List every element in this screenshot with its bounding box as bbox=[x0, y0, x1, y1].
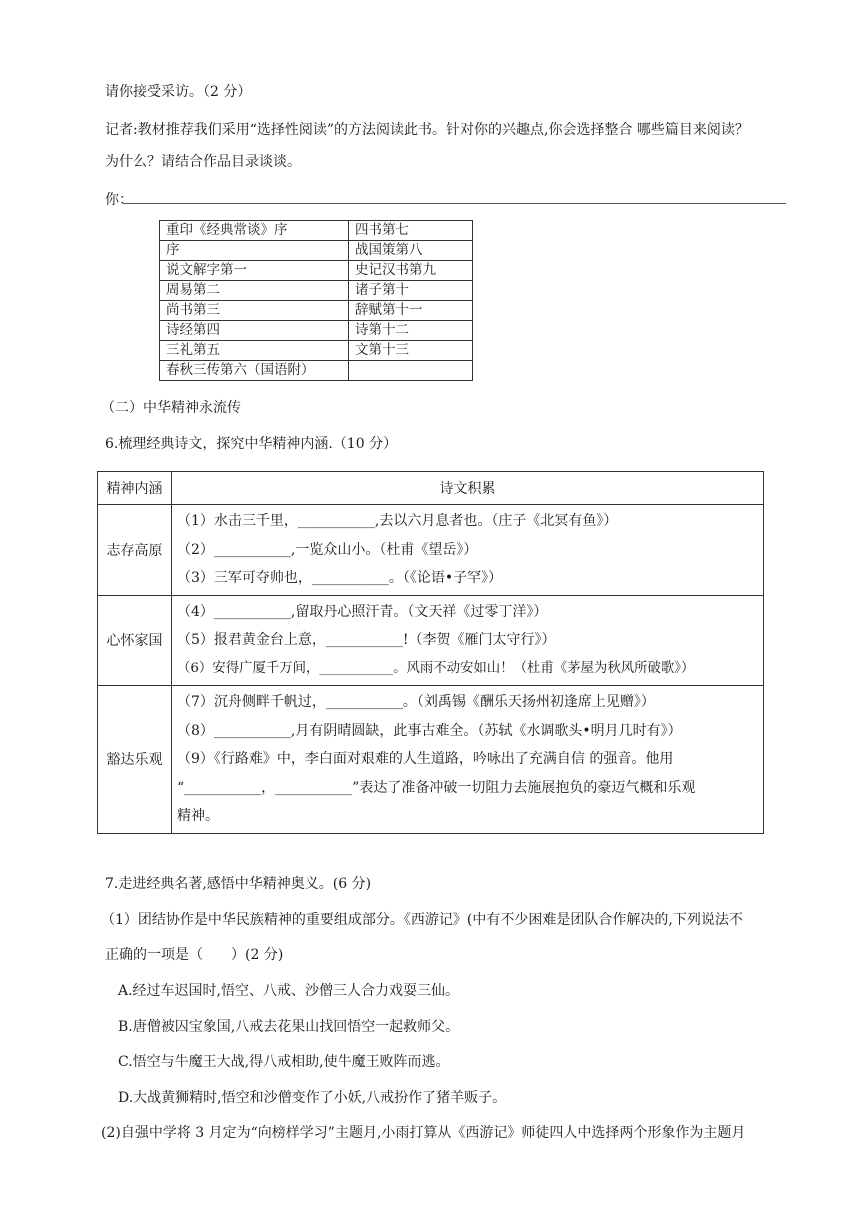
toc-cell: 辞赋第十一 bbox=[349, 301, 473, 321]
table-row bbox=[160, 241, 473, 261]
toc-cell bbox=[349, 361, 473, 381]
poem-line: （3）三军可夺帅也，___________。（《论语•子罕》） bbox=[177, 570, 503, 586]
poem-line: （6）安得广厦千万间，___________。风雨不动安如山！（杜甫《茅屋为秋风所破歌》） bbox=[177, 660, 695, 676]
q7-title: 7.走进经典名著,感悟中华精神奥义。(6 分) bbox=[105, 876, 372, 892]
answer-line bbox=[123, 203, 786, 204]
toc-cell: 四书第七 bbox=[349, 221, 473, 241]
table-row bbox=[160, 301, 473, 321]
table-row bbox=[160, 341, 473, 361]
poem-cell bbox=[172, 595, 764, 686]
poem-line: （2）___________,一览众山小。（杜甫《望岳》） bbox=[177, 541, 478, 558]
toc-cell: 三礼第五 bbox=[160, 341, 349, 361]
toc-cell: 诗第十二 bbox=[349, 321, 473, 341]
option-c: C.悟空与牛魔王大战,得八戒相助,使牛魔王败阵而逃。 bbox=[118, 1054, 450, 1070]
q6-title: 6.梳理经典诗文，探究中华精神内涵.（10 分） bbox=[105, 436, 398, 452]
toc-cell: 诗经第四 bbox=[160, 321, 349, 341]
poem-line: （8）___________,月有阴晴圆缺，此事古难全。（苏轼《水调歌头•明月几时有》） bbox=[177, 722, 682, 739]
toc-cell: 序 bbox=[160, 241, 349, 261]
toc-cell: 诸子第十 bbox=[349, 281, 473, 301]
poem-cell bbox=[172, 686, 764, 834]
section-title: （二）中华精神永流传 bbox=[101, 400, 241, 416]
table-row bbox=[98, 595, 764, 686]
option-b: B.唐僧被囚宝象国,八戒去花果山找回悟空一起救师父。 bbox=[118, 1019, 460, 1035]
poem-line: （4）___________,留取丹心照汗青。（文天祥《过零丁洋》） bbox=[177, 603, 548, 620]
poem-line: 精神。 bbox=[177, 808, 219, 824]
q7-sub1-line1: （1）团结协作是中华民族精神的重要组成部分。《西游记》(中有不少困难是团队合作解决的,下列说法不 bbox=[101, 912, 743, 928]
spirit-table bbox=[97, 471, 764, 834]
option-d: D.大战黄狮精时,悟空和沙僧变作了小妖,八戒扮作了猪羊贩子。 bbox=[118, 1090, 507, 1106]
table-row bbox=[160, 321, 473, 341]
answer-label: 你： bbox=[105, 192, 133, 208]
poem-line: （7）沉舟侧畔千帆过，___________。（刘禹锡《酬乐天扬州初逢席上见赠》） bbox=[177, 694, 655, 710]
spirit-label: 豁达乐观 bbox=[98, 686, 172, 834]
toc-cell: 说文解字第一 bbox=[160, 261, 349, 281]
header-cell-poems: 诗文积累 bbox=[172, 472, 764, 505]
poem-line: “___________，___________”表达了准备冲破一切阻力去施展抱负的豪迈气概和乐观 bbox=[177, 779, 696, 796]
q5-text-line3: 为什么？请结合作品目录谈谈。 bbox=[105, 154, 301, 170]
table-row bbox=[98, 686, 764, 834]
toc-cell: 史记汉书第九 bbox=[349, 261, 473, 281]
option-a: A.经过车迟国时,悟空、八戒、沙僧三人合力戏耍三仙。 bbox=[118, 983, 460, 999]
toc-cell: 春秋三传第六（国语附） bbox=[160, 361, 349, 381]
table-row bbox=[98, 505, 764, 596]
table-row bbox=[160, 281, 473, 301]
header-cell-spirit: 精神内涵 bbox=[98, 472, 172, 505]
poem-cell bbox=[172, 505, 764, 596]
q5-text-line1: 请你接受采访。（2 分） bbox=[105, 84, 252, 100]
poem-line: （1）水击三千里，___________,去以六月息者也。（庄子《北冥有鱼》） bbox=[177, 513, 618, 529]
table-of-contents bbox=[159, 220, 473, 381]
table-row bbox=[160, 361, 473, 381]
table-row bbox=[160, 261, 473, 281]
poem-line: （5）报君黄金台上意，___________!（李贺《雁门太守行》） bbox=[177, 632, 556, 648]
q7-sub2-line1: (2)自强中学将 3 月定为“向榜样学习”主题月,小雨打算从《西游记》师徒四人中选择两个形象作为主题月 bbox=[101, 1125, 746, 1141]
spirit-label: 心怀家国 bbox=[98, 595, 172, 686]
q7-sub1-line2: 正确的一项是（ ）(2 分) bbox=[105, 947, 284, 963]
spirit-label: 志存高原 bbox=[98, 505, 172, 596]
table-row bbox=[160, 221, 473, 241]
q5-text-line2: 记者:教材推荐我们采用“选择性阅读”的方法阅读此书。针对你的兴趣点,你会选择整合 哪些篇目来阅读？ bbox=[105, 122, 749, 138]
poem-line: （9）《行路难》中，李白面对艰难的人生道路，吟咏出了充满自信 的强音。他用 bbox=[177, 751, 674, 767]
toc-cell: 周易第二 bbox=[160, 281, 349, 301]
toc-cell: 战国策第八 bbox=[349, 241, 473, 261]
table-header-row bbox=[98, 472, 764, 505]
toc-cell: 重印《经典常谈》序 bbox=[160, 221, 349, 241]
toc-cell: 文第十三 bbox=[349, 341, 473, 361]
toc-cell: 尚书第三 bbox=[160, 301, 349, 321]
